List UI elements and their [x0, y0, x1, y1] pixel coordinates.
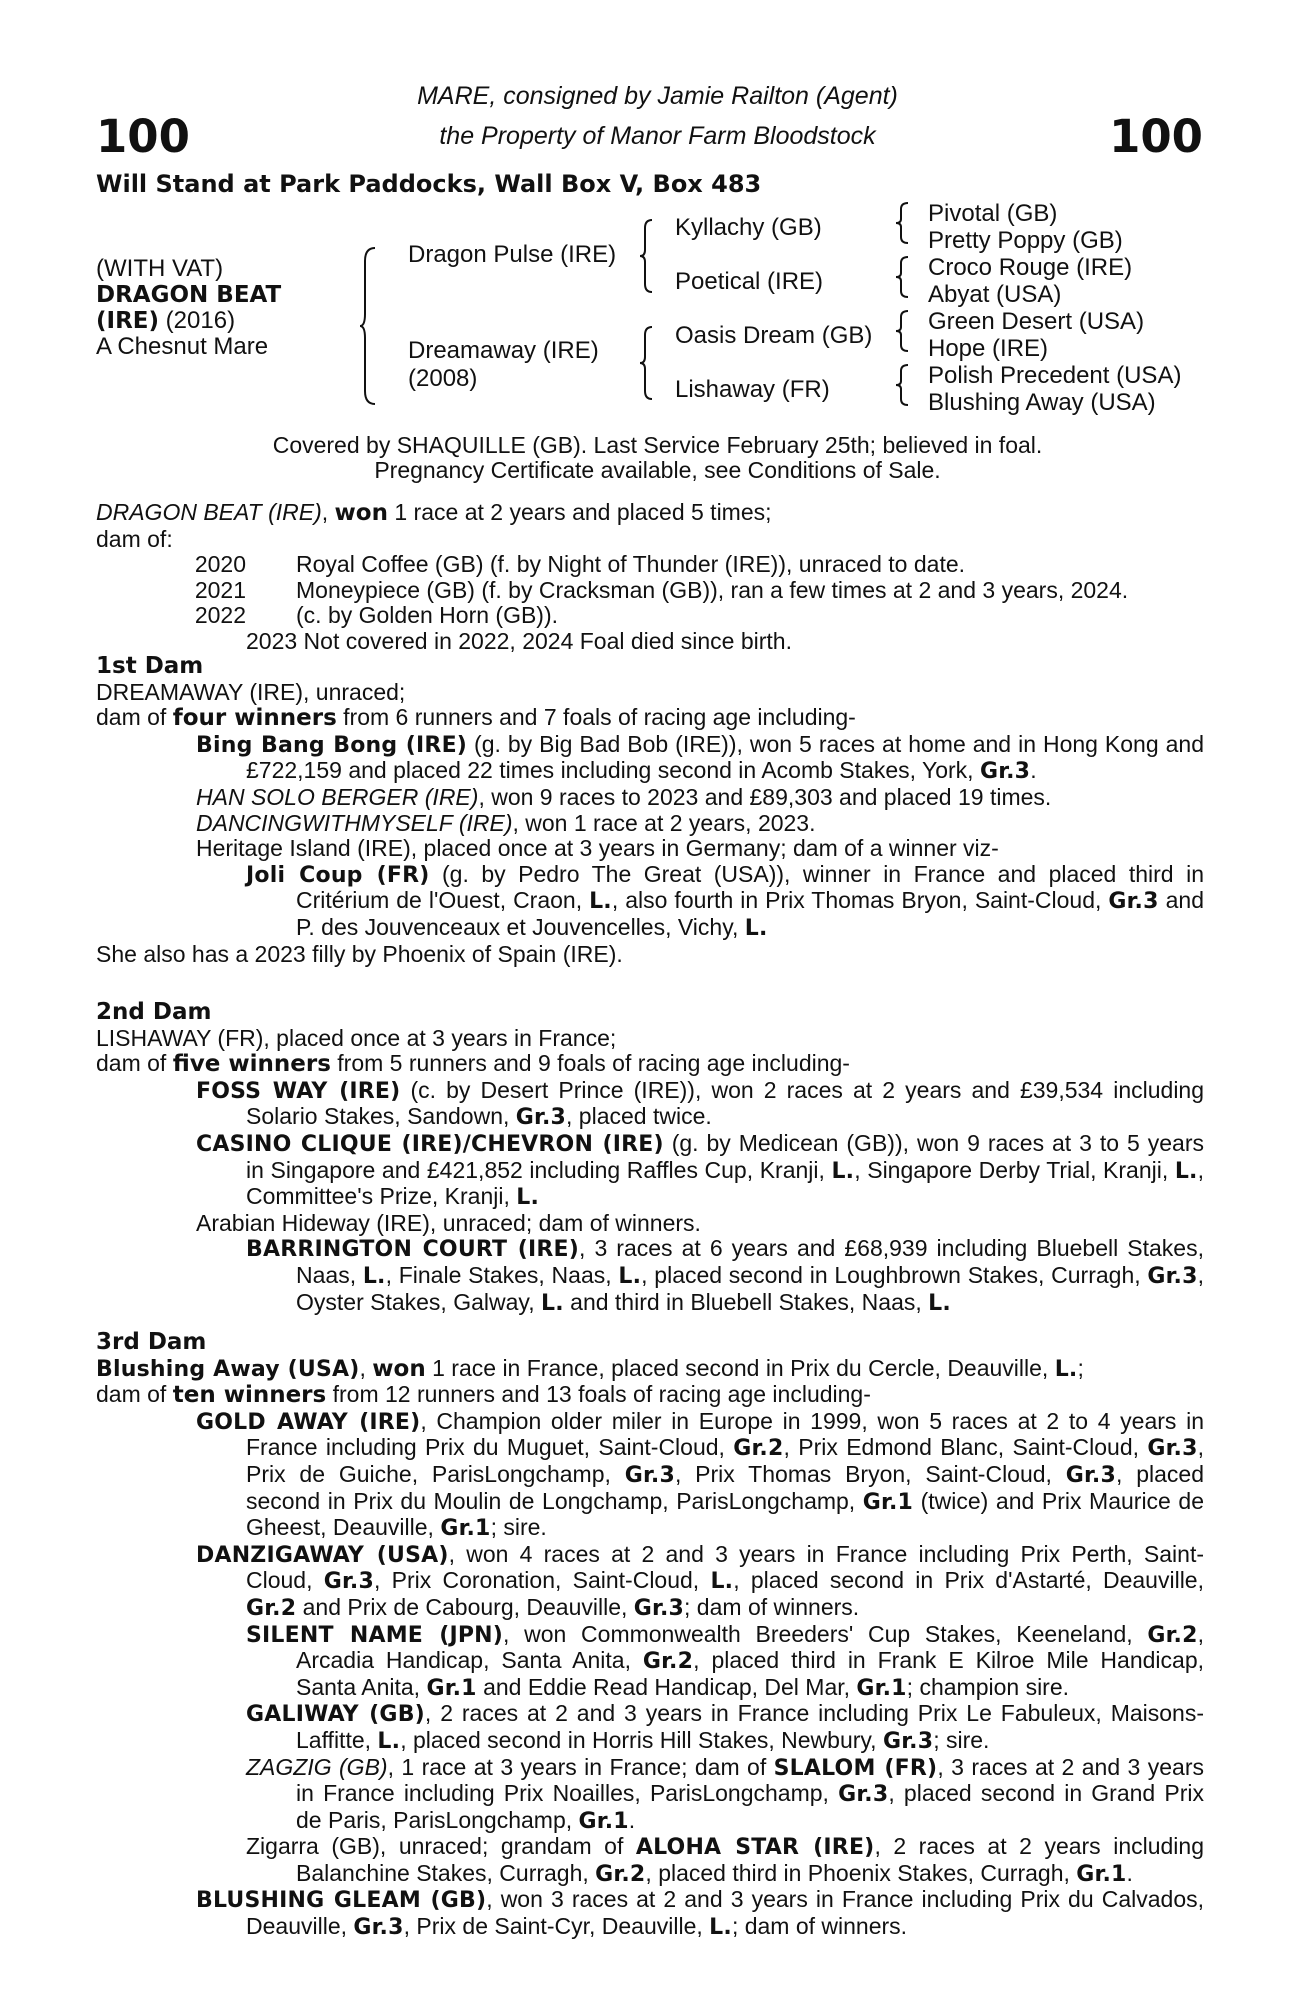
- text: , 3 races at 6 years and £68,939 including Bluebell: [579, 1235, 1119, 1262]
- property-line: the Property of Manor Farm Bloodstock: [439, 122, 876, 150]
- horse-name: ZAGZIG (GB): [246, 1753, 388, 1780]
- text: (c. by Desert Prince (IRE)), won 2 races at 2 years and £39,534: [400, 1076, 1104, 1103]
- grade: Gr.2: [1147, 1622, 1198, 1648]
- grade: Gr.1: [426, 1675, 477, 1701]
- horse-name: SILENT NAME (JPN): [246, 1622, 504, 1648]
- third-dam-heading: 3rd Dam: [96, 1329, 207, 1355]
- horse-name: GALIWAY (GB): [246, 1702, 425, 1728]
- produce-comma: ,: [321, 499, 335, 525]
- text: , placed second in Prix d'Astarté, Deauville,: [733, 1567, 1204, 1594]
- first-dam-heading: 1st Dam: [96, 653, 204, 679]
- text: , Prix Thomas Bryon, Saint-Cloud,: [674, 1460, 1066, 1487]
- grade: L.: [928, 1290, 951, 1316]
- grade: L.: [516, 1185, 540, 1211]
- grade: Gr.2: [595, 1861, 646, 1887]
- text: (g. by Big Bad Bob (IRE)), won 5 races at home and in Hong Kong: [467, 730, 1159, 757]
- foal-row: [96, 578, 1204, 604]
- grade: L.: [540, 1290, 564, 1316]
- produce-horse-name: DRAGON BEAT (IRE): [96, 499, 322, 525]
- text: Balanchine Stakes, Curragh,: [296, 1859, 596, 1886]
- text: , placed second in Loughbrown Stakes,: [641, 1261, 1045, 1288]
- pedigree-dam-dam: Lishaway (FR): [675, 376, 830, 403]
- horse-name: HAN SOLO BERGER (IRE): [196, 783, 479, 810]
- pedigree-g7: Polish Precedent (USA): [928, 362, 1182, 389]
- text: , Prix Coronation, Saint-Cloud,: [373, 1567, 711, 1594]
- text: Curragh,: [1051, 1261, 1148, 1288]
- third-dam-entry: [96, 1542, 1204, 1622]
- text: , placed third in Frank E Kilroe Mile Handicap,: [693, 1647, 1204, 1674]
- grade: L.: [709, 1915, 732, 1941]
- text: .: [628, 1806, 636, 1833]
- text: , 2 races at 2 years including: [874, 1833, 1204, 1860]
- text: and P. des Jouvenceaux et Jouvencelles, Vichy,: [296, 887, 1204, 940]
- text: including Solario Stakes, Sandown,: [246, 1076, 1205, 1130]
- text: , also fourth in Prix Thomas Bryon, Saint-Cloud,: [611, 887, 1109, 914]
- text: .: [1126, 1859, 1133, 1886]
- text: , won 4 races at 2 and 3 years in France including Prix Perth, Saint-: [448, 1540, 1204, 1567]
- text: Trial, Kranji,: [1046, 1156, 1175, 1183]
- grade: Gr.1: [1076, 1861, 1127, 1887]
- pedigree-brace-main: [360, 246, 380, 406]
- grade: Gr.3: [515, 1105, 567, 1131]
- text: dam of: [96, 1050, 173, 1077]
- pregnancy-line: Pregnancy Certificate available, see Conditions of Sale.: [374, 457, 941, 483]
- horse-name: Joli Coup (FR): [246, 862, 430, 888]
- text: , won Commonwealth Breeders' Cup Stakes, Keeneland,: [503, 1620, 1148, 1647]
- second-dam-entry: Arabian Hideway (IRE), unraced; dam of winners.: [196, 1209, 701, 1236]
- text: dam of: [96, 704, 173, 731]
- second-dam-heading: 2nd Dam: [96, 999, 212, 1025]
- grade: Gr.2: [642, 1649, 694, 1675]
- text: Santa Anita,: [296, 1673, 427, 1700]
- foal-text: (c. by Golden Horn (GB)).: [296, 602, 559, 629]
- text: and third in Bluebell Stakes, Naas,: [563, 1288, 929, 1315]
- lot-number-right: 100: [1109, 110, 1203, 163]
- pedigree-brace-g3: [896, 309, 910, 353]
- grade: Gr.1: [856, 1675, 907, 1701]
- text: Zigarra (GB), unraced; grandam of: [246, 1833, 636, 1860]
- grade: Gr.3: [1147, 1436, 1198, 1462]
- grade: Gr.3: [633, 1595, 685, 1621]
- text: ,: [359, 1354, 373, 1381]
- text: in France including Prix du Muguet, Saint-Cloud,: [246, 1407, 1205, 1461]
- horse-name: DRAGON BEAT: [96, 282, 282, 308]
- text: ; dam of winners.: [684, 1593, 860, 1620]
- text: (g. by Medicean (GB)), won 9 races at 3 to 5: [663, 1129, 1140, 1156]
- text: , Singapore Derby: [854, 1156, 1041, 1183]
- vat-note: (WITH VAT): [96, 255, 224, 282]
- first-dam-line: DREAMAWAY (IRE), unraced;: [96, 678, 406, 705]
- grade: Gr.3: [1147, 1263, 1198, 1289]
- grade: L.: [618, 1263, 642, 1289]
- text: , Prix de Saint-Cyr, Deauville,: [403, 1913, 710, 1940]
- foal-year: 2022: [194, 602, 246, 629]
- grade: L.: [744, 915, 768, 941]
- grade: Gr.3: [1065, 1462, 1117, 1488]
- text: Critérium de l'Ouest, Craon,: [296, 887, 590, 914]
- text: Calvados, Deauville,: [246, 1886, 1205, 1940]
- horse-name: DANZIGAWAY (USA): [196, 1542, 449, 1568]
- pedigree-g3: Croco Rouge (IRE): [928, 254, 1133, 281]
- text: ; sire.: [933, 1726, 990, 1753]
- second-dam-summary: [96, 1051, 1204, 1078]
- third-dam-line: [96, 1356, 1204, 1383]
- first-dam-entry: [96, 785, 1204, 811]
- grade: Gr.3: [979, 759, 1031, 785]
- first-dam-entry: [96, 732, 1204, 785]
- foal-year: 2020: [194, 551, 246, 578]
- winners-count: ten winners: [172, 1382, 327, 1409]
- text: from 5 runners and 9 foals of racing age including-: [330, 1050, 850, 1077]
- second-dam-entry: [96, 1131, 1204, 1211]
- grade: Gr.2: [246, 1595, 297, 1621]
- grade: L.: [710, 1569, 734, 1595]
- text: , won 3 races at 2 and 3 years in France including Prix du: [486, 1886, 1094, 1913]
- third-dam-section: [96, 1330, 1204, 1941]
- grade: Gr.3: [882, 1728, 934, 1754]
- grade: Gr.2: [733, 1436, 784, 1462]
- horse-name: BLUSHING GLEAM (GB): [196, 1888, 487, 1914]
- text: and Eddie Read Handicap, Del Mar,: [476, 1673, 857, 1700]
- pedigree-sire-sire: Kyllachy (GB): [675, 214, 822, 241]
- text: , 3 races at 2 and 3: [937, 1753, 1141, 1780]
- text: Grand Prix de Paris, ParisLongchamp,: [296, 1780, 1204, 1833]
- winners-count: five winners: [172, 1051, 331, 1078]
- pedigree-sire: Dragon Pulse (IRE): [408, 241, 617, 268]
- pedigree-g5: Green Desert (USA): [928, 308, 1145, 335]
- foal-text: Moneypiece (GB) (f. by Cracksman (GB)), ran a few times at 2 and 3 years, 2024.: [296, 576, 1129, 603]
- grade: L.: [362, 1263, 386, 1289]
- pedigree-brace-g1: [896, 201, 910, 245]
- text: Maurice de Gheest, Deauville,: [246, 1487, 1205, 1541]
- horse-name: CASINO CLIQUE (IRE)/CHEVRON (IRE): [196, 1131, 664, 1157]
- text: and Prix de Cabourg, Deauville,: [296, 1593, 634, 1620]
- grade: L.: [831, 1158, 855, 1184]
- grade: L.: [377, 1728, 401, 1754]
- grade: Gr.1: [440, 1516, 491, 1542]
- pedigree-dam-sire: Oasis Dream (GB): [675, 322, 873, 349]
- winners-count: four winners: [172, 705, 337, 732]
- grade: Gr.3: [323, 1569, 374, 1595]
- horse-name-suffix: [96, 308, 281, 334]
- text: , Prix de Guiche, ParisLongchamp,: [246, 1434, 1205, 1487]
- text: 1 race in France, placed second in Prix du Cercle, Deauville,: [425, 1354, 1055, 1381]
- horse-name: GOLD AWAY (IRE): [196, 1409, 421, 1435]
- text: years in Singapore and £421,852 including Raffles Cup, Kranji,: [246, 1129, 1205, 1183]
- text: ,: [1116, 1460, 1123, 1487]
- grade: L.: [1174, 1158, 1198, 1184]
- text: ,: [1197, 1620, 1204, 1647]
- horse-description: A Chesnut Mare: [96, 333, 269, 360]
- text: .: [1030, 757, 1037, 784]
- produce-won: won: [334, 500, 388, 526]
- grade: Gr.1: [578, 1808, 629, 1834]
- third-dam-entry: [96, 1755, 1204, 1835]
- grade: Gr.1: [862, 1489, 914, 1515]
- text: , placed twice.: [566, 1103, 712, 1130]
- pedigree-g8: Blushing Away (USA): [928, 389, 1156, 416]
- text: ; dam of winners.: [731, 1913, 908, 1940]
- lot-number-left: 100: [96, 110, 190, 163]
- text: , 1 race at 3 years in France; dam of: [387, 1753, 774, 1780]
- text: , won 9 races to 2023 and £89,303 and placed 19 times.: [478, 783, 1052, 810]
- third-dam-entry: [96, 1622, 1204, 1702]
- grade: Gr.3: [1108, 889, 1159, 915]
- horse-identity: [96, 256, 281, 360]
- stand-location: Will Stand at Park Paddocks, Wall Box V, Box 483: [96, 170, 762, 198]
- text: , placed third in Phoenix Stakes, Curragh,: [645, 1859, 1077, 1886]
- first-dam-section: [96, 654, 1204, 967]
- horse-name: FOSS WAY (IRE): [196, 1078, 401, 1104]
- text: , Champion older miler in Europe in 1999, won 5 races at 2 to 4 years: [420, 1407, 1177, 1434]
- text: , Finale Stakes, Naas,: [385, 1261, 619, 1288]
- horse-name: Blushing Away (USA): [96, 1356, 360, 1382]
- first-dam-entry: Heritage Island (IRE), placed once at 3 years in Germany; dam of a winner viz-: [196, 835, 999, 862]
- first-dam-note: She also has a 2023 filly by Phoenix of Spain (IRE).: [96, 940, 623, 967]
- first-dam-entry: [96, 811, 1204, 837]
- third-dam-entry: [96, 1887, 1204, 1940]
- foal-year: 2021: [194, 576, 246, 603]
- pedigree-g1: Pivotal (GB): [928, 200, 1058, 227]
- produce-record: [96, 500, 1204, 655]
- text: Arcadia Handicap, Santa Anita,: [296, 1647, 643, 1674]
- pedigree-brace-sire: [640, 218, 654, 294]
- text: dam of: [96, 1381, 173, 1408]
- text: and £722,159 and placed 22 times including second in Acomb Stakes, York,: [246, 730, 1205, 784]
- text: placed second in Prix du Moulin de Longchamp, ParisLongchamp,: [246, 1460, 1205, 1514]
- first-dam-summary: [96, 705, 1204, 732]
- text: , Oyster Stakes, Galway,: [296, 1261, 1205, 1315]
- first-dam-entry: [96, 862, 1204, 942]
- pedigree-g6: Hope (IRE): [928, 335, 1049, 362]
- grade: Gr.3: [838, 1782, 889, 1808]
- text: , won 1 race at 2 years, 2023.: [512, 809, 816, 836]
- horse-name: ALOHA STAR (IRE): [635, 1835, 875, 1861]
- text: Maisons-Laffitte,: [296, 1700, 1205, 1753]
- pedigree-brace-dam: [640, 325, 654, 401]
- text: (twice) and Prix: [913, 1487, 1082, 1514]
- pedigree-g2: Pretty Poppy (GB): [928, 227, 1123, 254]
- grade: Gr.3: [353, 1915, 404, 1941]
- text: , Prix Edmond Blanc, Saint-Cloud,: [783, 1434, 1140, 1461]
- pedigree-dam: Dreamaway (IRE): [408, 337, 599, 364]
- text: ; sire.: [490, 1514, 547, 1541]
- horse-year: (2016): [159, 307, 236, 334]
- text: (g. by Pedro The Great (USA)), winner in France and placed third in: [429, 860, 1204, 887]
- horse-country: (IRE): [96, 308, 160, 334]
- text: , Committee's Prize, Kranji,: [246, 1156, 1204, 1210]
- second-dam-entry: [96, 1078, 1204, 1131]
- text: from 6 runners and 7 foals of racing age including-: [336, 704, 856, 731]
- second-dam-entry: [96, 1236, 1204, 1316]
- produce-note: 2023 Not covered in 2022, 2024 Foal died since birth.: [246, 627, 792, 654]
- produce-intro: 1 race at 2 years and placed 5 times;: [387, 499, 772, 525]
- foal-row: [96, 603, 1204, 629]
- horse-name: SLALOM (FR): [773, 1755, 938, 1781]
- text: years in France including Prix Noailles, ParisLongchamp,: [296, 1753, 1205, 1807]
- text: , 2 races at 2 and 3 years in France including Prix Le Fabuleux,: [424, 1700, 1102, 1727]
- won-label: won: [372, 1355, 426, 1382]
- text: , placed second in Horris Hill Stakes, Newbury,: [400, 1726, 883, 1753]
- pedigree-dam-year: (2008): [408, 365, 478, 392]
- grade: L.: [1054, 1356, 1078, 1382]
- pedigree-brace-g2: [896, 255, 910, 299]
- second-dam-section: [96, 1000, 1204, 1316]
- third-dam-summary: [96, 1382, 1204, 1409]
- text: ;: [1077, 1354, 1084, 1381]
- horse-name: Bing Bang Bong (IRE): [196, 732, 468, 758]
- pedigree-brace-g4: [896, 363, 910, 407]
- text: Cloud,: [246, 1567, 324, 1594]
- text: , placed second in: [888, 1780, 1083, 1807]
- third-dam-entry: [96, 1409, 1204, 1542]
- pedigree-g4: Abyat (USA): [928, 281, 1062, 308]
- foal-text: Royal Coffee (GB) (f. by Night of Thunder (IRE)), unraced to date.: [296, 551, 966, 578]
- foal-row: [96, 552, 1204, 578]
- grade: L.: [589, 889, 612, 915]
- text: from 12 runners and 13 foals of racing age including-: [326, 1381, 871, 1408]
- covered-line: Covered by SHAQUILLE (GB). Last Service February 25th; believed in foal.: [272, 432, 1043, 458]
- second-dam-line: LISHAWAY (FR), placed once at 3 years in France;: [96, 1024, 617, 1051]
- third-dam-entry: [96, 1701, 1204, 1754]
- consignor-line: MARE, consigned by Jamie Railton (Agent): [417, 82, 898, 110]
- horse-name: DANCINGWITHMYSELF (IRE): [196, 809, 513, 836]
- horse-name: BARRINGTON COURT (IRE): [246, 1237, 580, 1263]
- produce-dam-of: dam of:: [96, 525, 173, 552]
- third-dam-entry: [96, 1834, 1204, 1887]
- text: Stakes, Naas,: [296, 1235, 1204, 1288]
- pedigree-sire-dam: Poetical (IRE): [675, 268, 824, 295]
- grade: Gr.3: [624, 1462, 675, 1488]
- text: ; champion sire.: [906, 1673, 1070, 1700]
